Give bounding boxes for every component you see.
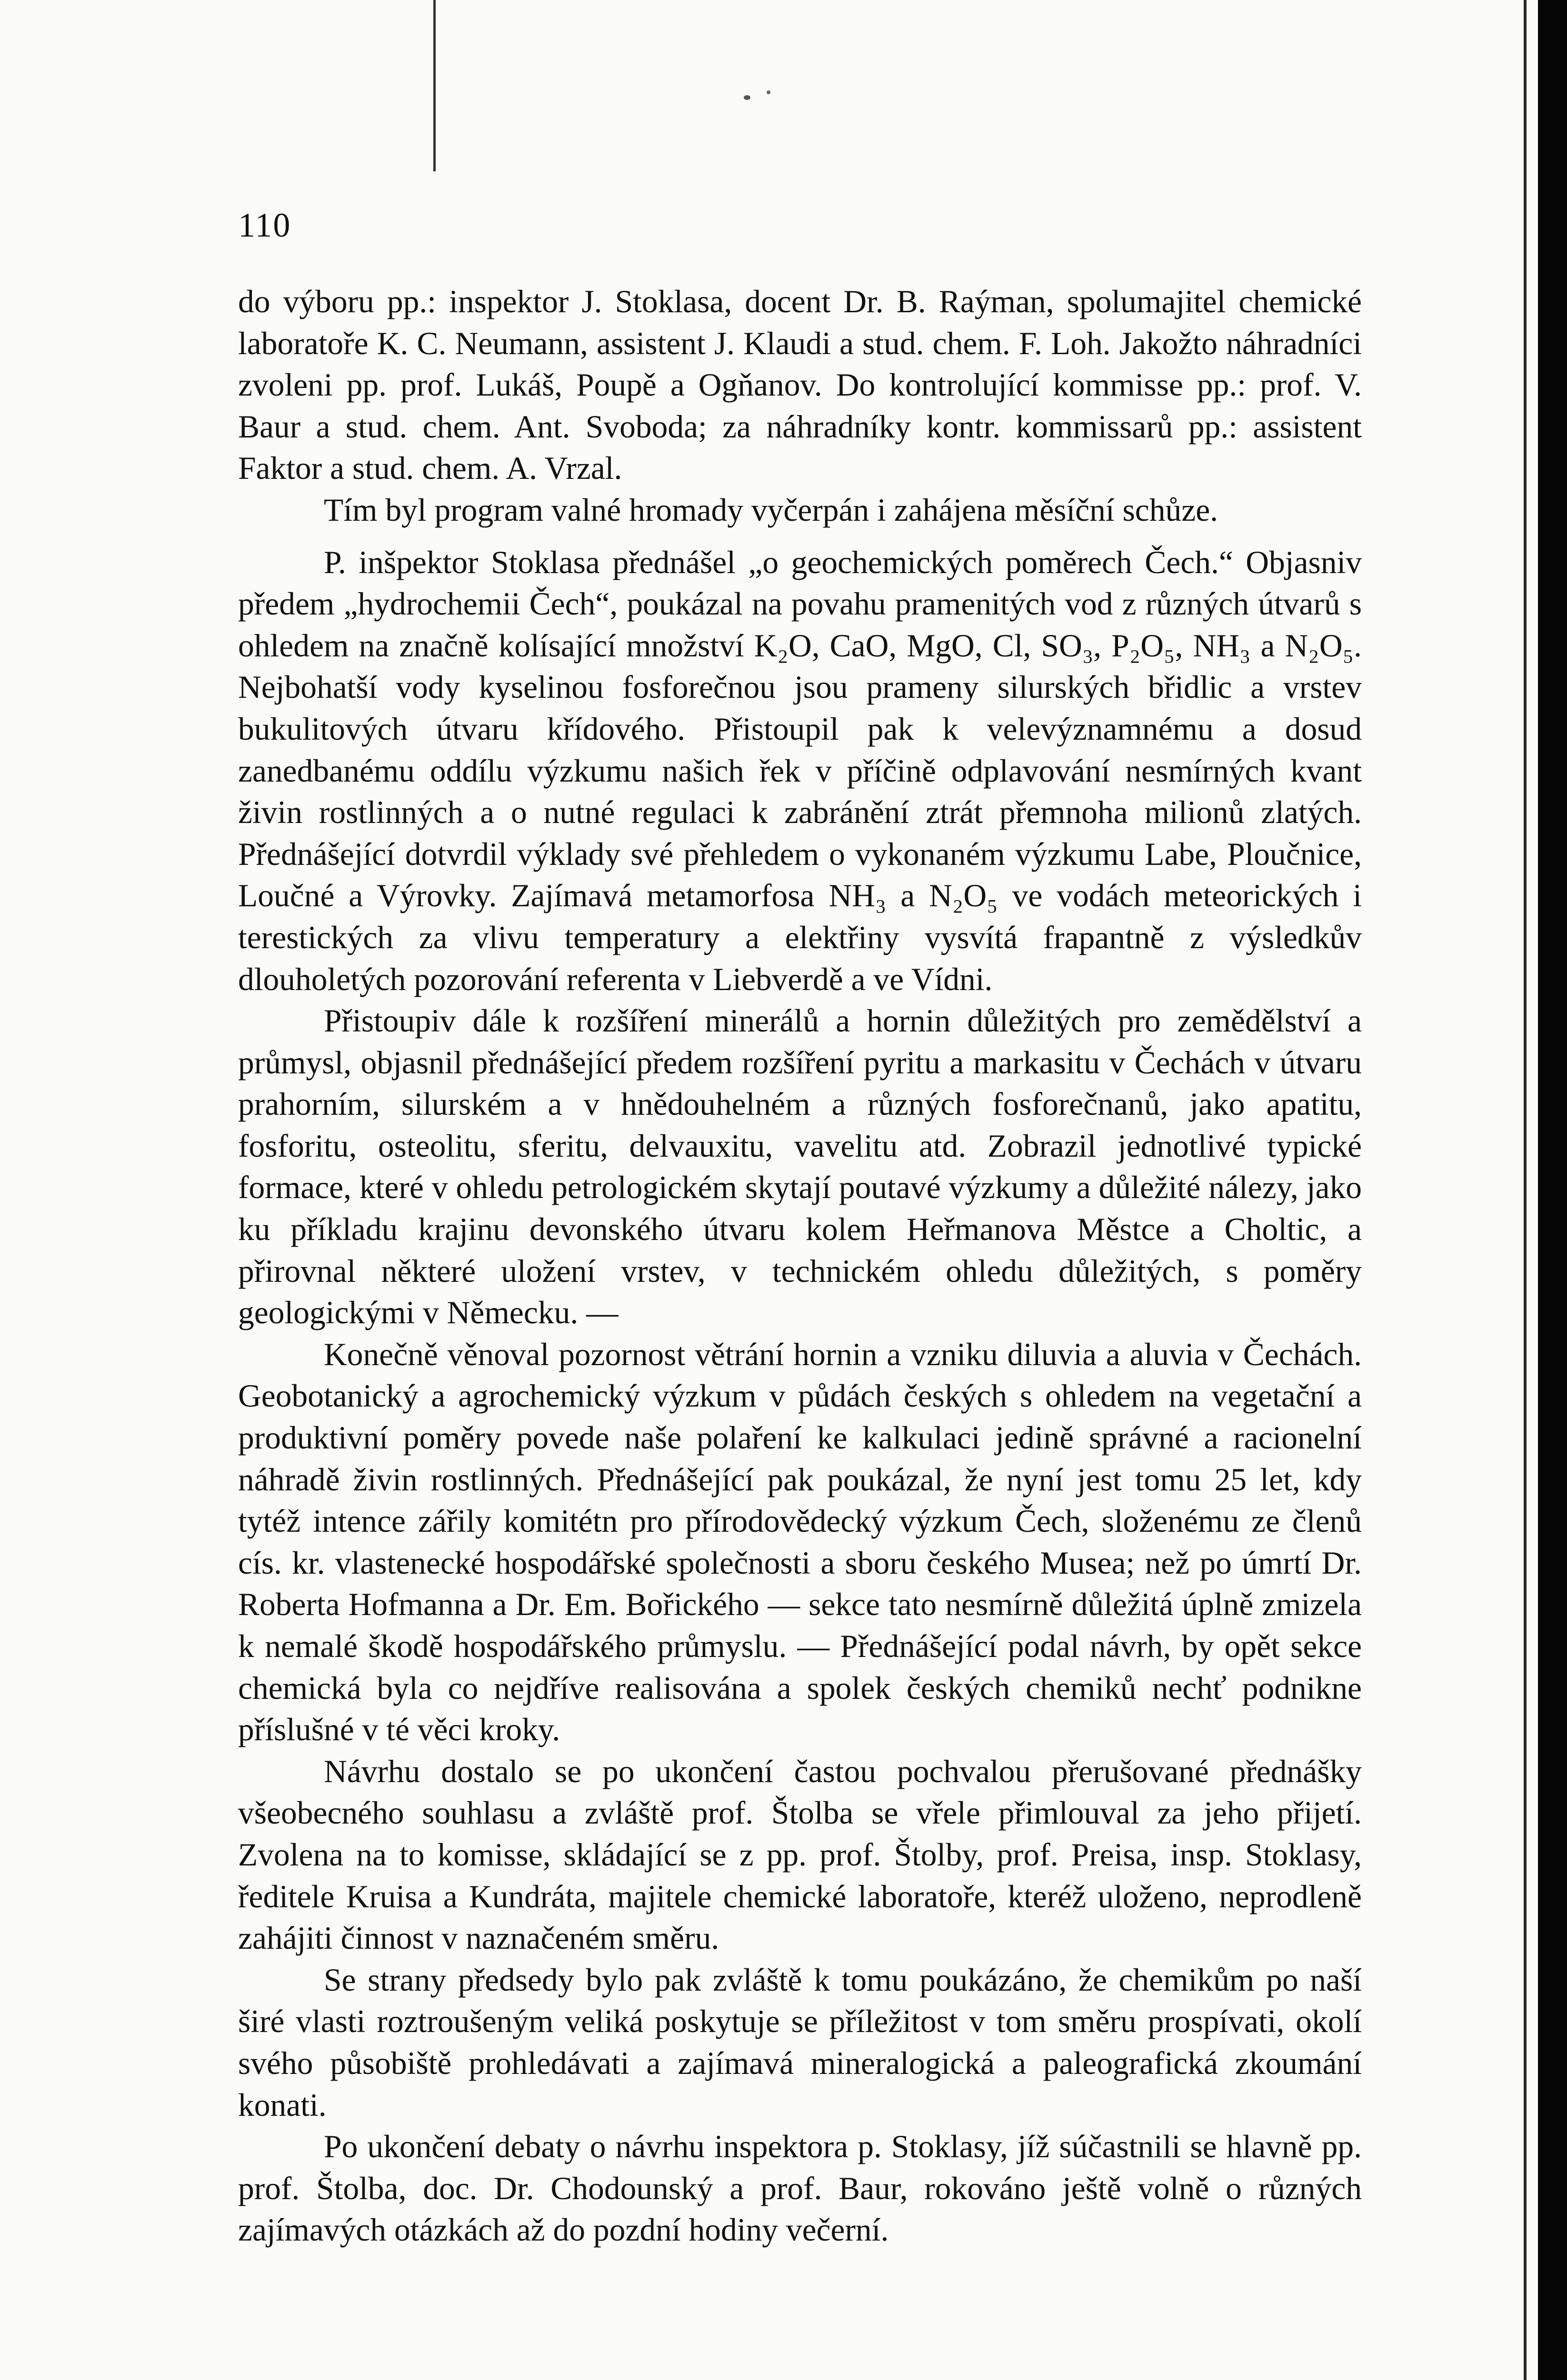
page-edge-shadow <box>1524 0 1527 2380</box>
scan-mark <box>433 0 436 171</box>
scan-speck <box>767 90 770 94</box>
paragraph: Tím byl program valné hromady vyčerpán i zahájena měsíční schůze. <box>324 492 1218 528</box>
paragraph: Návrhu dostalo se po ukončení častou pochvalou přerušované přednášky všeobecného souhlasu a zvláště prof. Štolba se vřele přimlouval za jeho přijetí. Zvolena na to komisse, skládající se z pp. prof. Štolby, prof. Preisa, insp. Stoklasy, ředitele Kruisa a Kundráta, majitele chemické laboratoře, kteréž uloženo, neprodleně zahájiti činnost v naznačeném směru. <box>238 1753 1362 1956</box>
paragraph: P. inšpektor Stoklasa přednášel „o geochemických poměrech Čech.“ Objasniv předem „hydrochemii Čech“, poukázal na povahu pramenitých vod z různých útvarů s ohledem na značně kolísající množství K₂O, CaO, MgO, Cl, SO₃, P₂O₅, NH₃ a N₂O₅. Nejbohatší vody kyselinou fosforečnou jsou prameny silurských břidlic a vrstev bukulitových útvaru křídového. Přistoupil pak k velevýznamnému a dosud zanedbanému oddílu výzkumu našich řek v příčině odplavování nesmírných kvant živin rostlinných a o nutné regulaci k zabránění ztrát přemnoha milionů zlatých. Přednášející dotvrdil výklady své přehledem o vykonaném výzkumu Labe, Ploučnice, Loučné a Výrovky. Zajímavá metamorfosa NH₃ a N₂O₅ ve vodách meteorických i terestických za vlivu temperatury a elektřiny vysvítá frapantně z výsledkův dlouholetých pozorování referenta v Liebverdě a ve Vídni. <box>238 544 1362 997</box>
paragraph: Konečně věnoval pozornost větrání hornin a vzniku diluvia a aluvia v Čechách. Geobotanický a agrochemický výzkum v půdách českých s ohledem na vegetační a produktivní poměry povede naše polaření ke kalkulaci jedině správné a racionelní náhradě živin rostlinných. Přednášející pak poukázal, že nyní jest tomu 25 let, kdy tytéž intence zářily komitétn pro přírodovědecký výzkum Čech, složenému ze členů cís. kr. vlastenecké hospodářské společnosti a sboru českého Musea; než po úmrtí Dr. Roberta Hofmanna a Dr. Em. Bořického — sekce tato nesmírně důležitá úplně zmizela k nemalé škodě hospodářského průmyslu. — Přednášející podal návrh, by opět sekce chemická byla co nejdříve realisována a spolek českých chemiků nechť podnikne příslušné v té věci kroky. <box>238 1336 1362 1748</box>
paragraph: Se strany předsedy bylo pak zvláště k tomu poukázáno, že chemikům po naší širé vlasti roztroušeným veliká poskytuje se příležitost v tom směru prospívati, okolí svého působiště prohledávati a zajímavá mineralogická a paleografická zkoumání konati. <box>238 1962 1362 2123</box>
paragraph: do výboru pp.: inspektor J. Stoklasa, docent Dr. B. Raýman, spolumajitel chemické laboratoře K. C. Neumann, assistent J. Klaudi a stud. chem. F. Loh. Jakožto náhradníci zvoleni pp. prof. Lukáš, Poupě a Ogňanov. Do kontrolující kommisse pp.: prof. V. Baur a stud. chem. Ant. Svoboda; za náhradníky kontr. kommissarů pp.: assistent Faktor a stud. chem. A. Vrzal. <box>238 284 1362 486</box>
page-number: 110 <box>238 206 291 244</box>
paragraph: Přistoupiv dále k rozšíření minerálů a hornin důležitých pro zemědělství a průmysl, objasnil přednášející předem rozšíření pyritu a markasitu v Čechách v útvaru prahorním, silurském a v hnědouhelném a různých fosforečnanů, jako apatitu, fosforitu, osteolitu, sferitu, delvauxitu, vavelitu atd. Zobrazil jednotlivé typické formace, které v ohledu petrologickém skytají poutavé výzkumy a důležité nálezy, jako ku příkladu krajinu devonského útvaru kolem Heřmanova Městce a Choltic, a přirovnal některé uložení vrstev, v technickém ohledu důležitých, s poměry geologickými v Německu. — <box>238 1003 1362 1331</box>
body-text <box>238 281 1362 2251</box>
scan-border <box>1538 0 1567 2380</box>
scan-speck <box>744 95 750 100</box>
paragraph: Po ukončení debaty o návrhu inspektora p. Stoklasy, jíž súčastnili se hlavně pp. prof. Štolba, doc. Dr. Chodounský a prof. Baur, rokováno ještě volně o různých zajímavých otázkách až do pozdní hodiny večerní. <box>238 2129 1362 2248</box>
